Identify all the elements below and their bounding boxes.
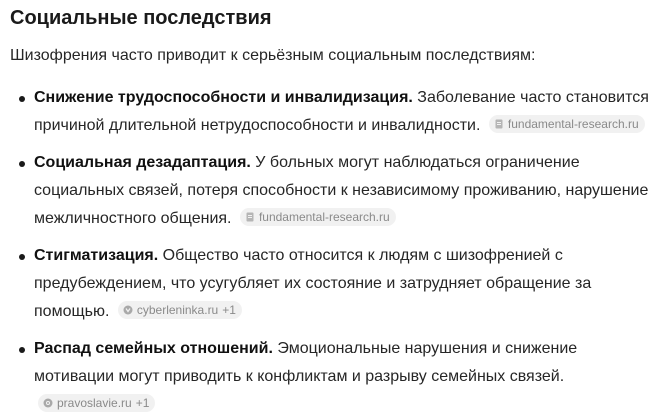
item-title: Снижение трудоспособности и инвалидизация.: [34, 89, 413, 106]
source-label: pravoslavie.ru: [57, 396, 132, 410]
source-label: fundamental-research.ru: [258, 210, 390, 224]
intro-paragraph: Шизофрения часто приводит к серьёзным социальным последствиям:: [10, 47, 536, 64]
list-item: [34, 84, 656, 140]
more-sources-count: +1: [222, 303, 236, 317]
item-text: У больных могут наблюдаться ограничение социальных связей, потеря способности к независимому проживанию, нарушение межличностного общения.: [34, 154, 649, 227]
source-label: fundamental-research.ru: [507, 117, 639, 131]
document-icon: [245, 212, 255, 222]
item-title: Социальная дезадаптация.: [34, 154, 251, 171]
list-item: [34, 335, 656, 419]
section-heading: Социальные последствия: [10, 7, 272, 29]
item-title: Распад семейных отношений.: [34, 340, 273, 357]
source-chip[interactable]: [118, 301, 242, 319]
source-chip[interactable]: [240, 208, 396, 226]
item-title: Стигматизация.: [34, 247, 159, 264]
pravoslavie-icon: [43, 398, 53, 408]
item-text: Заболевание часто становится причиной длительной нетрудоспособности и инвалидности.: [34, 89, 649, 134]
list-item: [34, 149, 656, 233]
source-chip[interactable]: [38, 394, 155, 412]
cyberleninka-icon: [123, 305, 133, 315]
source-label: cyberleninka.ru: [136, 303, 219, 317]
item-text: Эмоциональные нарушения и снижение мотивации могут приводить к конфликтам и разрыву семейных связей.: [34, 340, 578, 385]
item-text: Общество часто относится к людям с шизофренией с предубеждением, что усугубляет их состояние и затрудняет обращение за помощью.: [34, 247, 592, 320]
consequences-list: [10, 84, 656, 419]
source-chip[interactable]: [489, 115, 645, 133]
list-item: [34, 242, 656, 326]
document-icon: [494, 119, 504, 129]
more-sources-count: +1: [135, 396, 150, 410]
